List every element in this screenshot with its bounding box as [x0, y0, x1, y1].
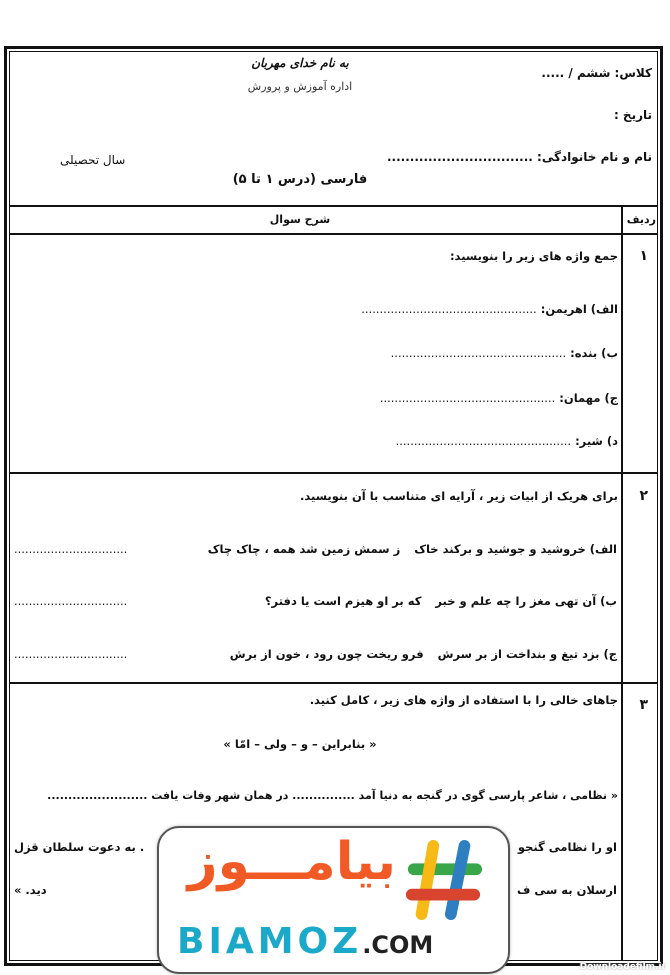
passage-line: « نظامی ، شاعر پارسی گوی در گنجه به دنیا آمد ............... در همان شهر وفات یافت ........................ — [47, 789, 618, 802]
verse-first-hemistich: ج) بزد تیغ و بنداخت از بر سرش — [437, 647, 617, 661]
office-name: اداره آموزش و پرورش — [247, 80, 353, 93]
verse-second-hemistich: ز سمش زمین شد همه ، چاک چاک — [207, 542, 401, 556]
class-field: کلاس: ششم / ..... — [541, 66, 652, 80]
hashtag-bar-blue — [451, 846, 465, 914]
word-bank: « بنابراین – و – ولی – امّا » — [223, 737, 377, 751]
passage-line: دید. » — [14, 883, 47, 897]
answer-blank[interactable]: ............................... — [14, 594, 128, 608]
date-field: تاریخ : — [613, 108, 652, 122]
verse-row — [14, 594, 617, 608]
answer-item — [396, 434, 618, 448]
verse-second-hemistich: فرو ریخت چون رود ، خون از برش — [229, 647, 424, 661]
row-divider-2 — [9, 682, 658, 684]
watermark-brand-english — [177, 921, 434, 962]
item-label: الف) اهریمن: — [540, 302, 618, 316]
answer-blank[interactable]: ............................... — [14, 647, 128, 661]
answer-blank[interactable]: ................................................ — [395, 434, 572, 448]
answer-blank[interactable]: ............................... — [14, 542, 128, 556]
answer-blank[interactable]: ................................................ — [379, 391, 556, 405]
passage-line: او را نظامی گنجو — [517, 840, 617, 854]
school-year-label: سال تحصیلی — [60, 153, 126, 167]
biamoz-watermark — [157, 826, 510, 974]
column-header-question: شرح سوال — [269, 213, 331, 226]
question-number: ۲ — [639, 488, 648, 504]
download-site-caption: Downloadefilm.ir — [579, 962, 666, 972]
answer-item — [380, 391, 618, 405]
item-label: ج) مهمان: — [559, 391, 618, 405]
watermark-brand-persian: بیامـــوز — [187, 832, 396, 892]
answer-blank[interactable]: ................................................ — [361, 302, 537, 316]
question-prompt: جمع واژه های زیر را بنویسید: — [449, 249, 618, 263]
question-number: ۱ — [639, 248, 648, 264]
item-label: د) شیر: — [575, 434, 618, 448]
page-border-inner — [9, 51, 658, 961]
column-header-row: ردیف — [626, 213, 656, 226]
verse-second-hemistich: که بر او هیزم است یا دفتر؟ — [264, 594, 422, 608]
header-divider — [9, 205, 658, 207]
passage-line: . به دعوت سلطان قزل — [14, 840, 145, 854]
hashtag-logo-icon — [404, 840, 484, 920]
row-number-column-divider — [621, 205, 623, 961]
verse-first-hemistich: الف) خروشید و جوشید و برکند خاک — [414, 542, 617, 556]
student-name-field: نام و نام خانوادگی: ................................ — [386, 150, 652, 164]
answer-item — [361, 302, 618, 316]
hashtag-bar-yellow — [422, 846, 434, 914]
item-label: ب) بنده: — [570, 346, 618, 360]
row-divider-1 — [9, 472, 658, 474]
watermark-brand-name: BIAMOZ — [177, 921, 363, 962]
verse-first-hemistich: ب) آن تهی مغز را چه علم و خبر — [435, 594, 617, 608]
question-prompt: برای هریک از ابیات زیر ، آرایه ای متناسب با آن بنویسید. — [300, 489, 618, 503]
watermark-brand-tld: .COM — [362, 931, 434, 959]
table-header-divider — [9, 233, 658, 235]
answer-item — [391, 346, 618, 360]
exam-title: فارسی (درس ۱ تا ۵) — [232, 172, 368, 187]
verse-row — [14, 542, 617, 556]
answer-blank[interactable]: ................................................ — [390, 346, 567, 360]
question-prompt: جاهای خالی را با استفاده از واژه های زیر ، کامل کنید. — [309, 693, 618, 707]
bismillah-heading: به نام خدای مهربان — [251, 56, 349, 70]
question-number: ۳ — [639, 697, 648, 713]
passage-line: ارسلان به سی ف — [516, 883, 617, 897]
verse-row — [14, 647, 617, 661]
